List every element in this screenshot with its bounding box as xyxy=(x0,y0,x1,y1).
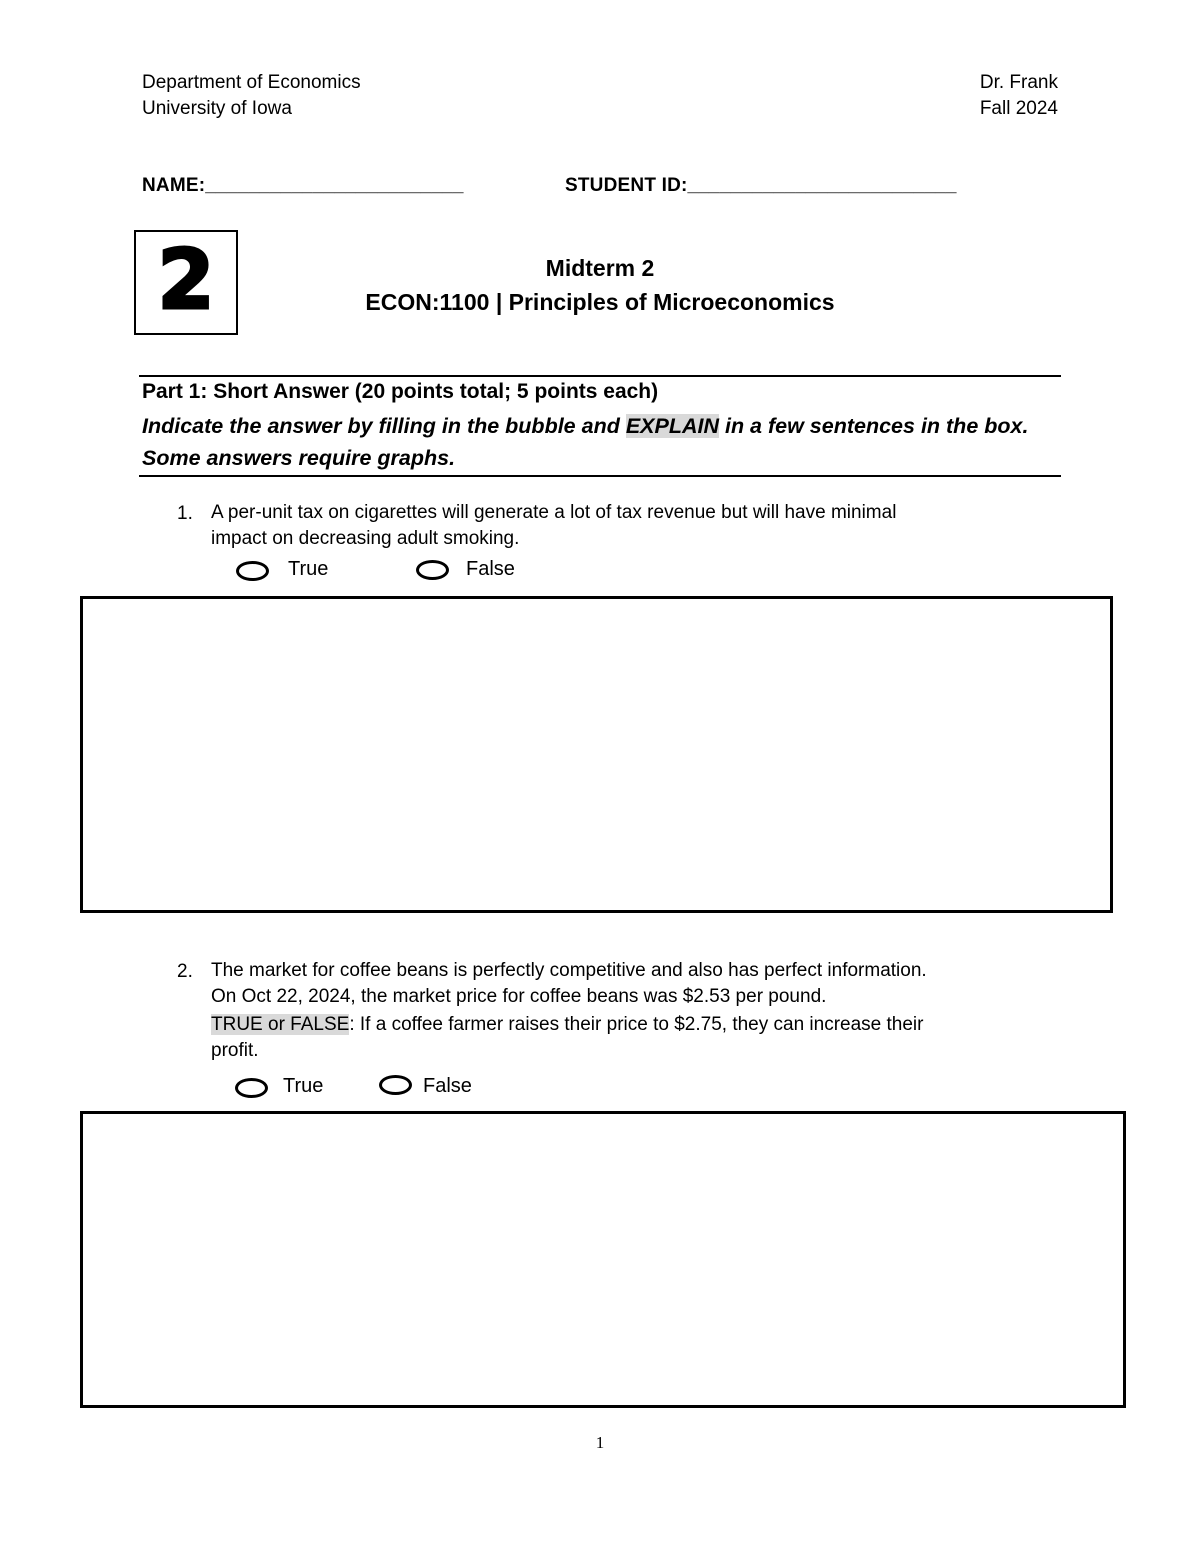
instruction-text-end: in a few sentences in the box. Some answers require graphs. xyxy=(142,414,1029,470)
exam-title: Midterm 2 xyxy=(545,255,655,281)
department-label: Department of Economics xyxy=(142,72,361,93)
question-1-true-bubble[interactable] xyxy=(236,561,269,581)
section-bottom-rule xyxy=(139,475,1061,477)
instructor-label: Dr. Frank xyxy=(979,72,1058,93)
explain-highlight: EXPLAIN xyxy=(625,414,719,438)
university-label: University of Iowa xyxy=(142,98,292,119)
name-field[interactable]: NAME:________________________ xyxy=(142,175,464,196)
instruction-text-start: Indicate the answer by filling in the bubble and xyxy=(142,414,626,438)
question-2-false-label: False xyxy=(423,1075,472,1097)
question-2-line-1: The market for coffee beans is perfectly competitive and also has perfect information. xyxy=(211,960,927,981)
exam-version-badge xyxy=(134,230,238,335)
question-2-line-3 xyxy=(211,1012,923,1038)
term-label: Fall 2024 xyxy=(979,98,1058,119)
question-1-false-label: False xyxy=(466,558,515,580)
question-2-line-3-rest: : If a coffee farmer raises their price to $2.75, they can increase their xyxy=(349,1014,924,1035)
question-2-line-2: On Oct 22, 2024, the market price for coffee beans was $2.53 per pound. xyxy=(211,986,827,1007)
student-id-field[interactable]: STUDENT ID:_________________________ xyxy=(565,175,957,196)
question-1-false-bubble[interactable] xyxy=(416,560,449,580)
question-1-true-label: True xyxy=(288,558,329,580)
question-2-line-4: profit. xyxy=(211,1040,259,1061)
exam-version-number: 2 xyxy=(157,232,215,328)
page-number: 1 xyxy=(595,1433,605,1452)
true-or-false-highlight: TRUE or FALSE xyxy=(211,1014,350,1035)
question-2-true-label: True xyxy=(283,1075,324,1097)
part1-title: Part 1: Short Answer (20 points total; 5 points each) xyxy=(142,380,659,403)
question-1-answer-box[interactable] xyxy=(80,596,1113,913)
part1-instructions xyxy=(142,410,1042,474)
question-2-false-bubble[interactable] xyxy=(379,1075,412,1095)
course-title: ECON:1100 | Principles of Microeconomics xyxy=(365,289,835,315)
question-1-line-1: A per-unit tax on cigarettes will generate a lot of tax revenue but will have minimal xyxy=(211,502,897,523)
section-top-rule xyxy=(139,375,1061,377)
question-1-line-2: impact on decreasing adult smoking. xyxy=(211,528,520,549)
question-1-number: 1. xyxy=(177,503,193,524)
question-2-answer-box[interactable] xyxy=(80,1111,1126,1408)
question-2-number: 2. xyxy=(177,961,193,982)
question-2-true-bubble[interactable] xyxy=(235,1078,268,1098)
